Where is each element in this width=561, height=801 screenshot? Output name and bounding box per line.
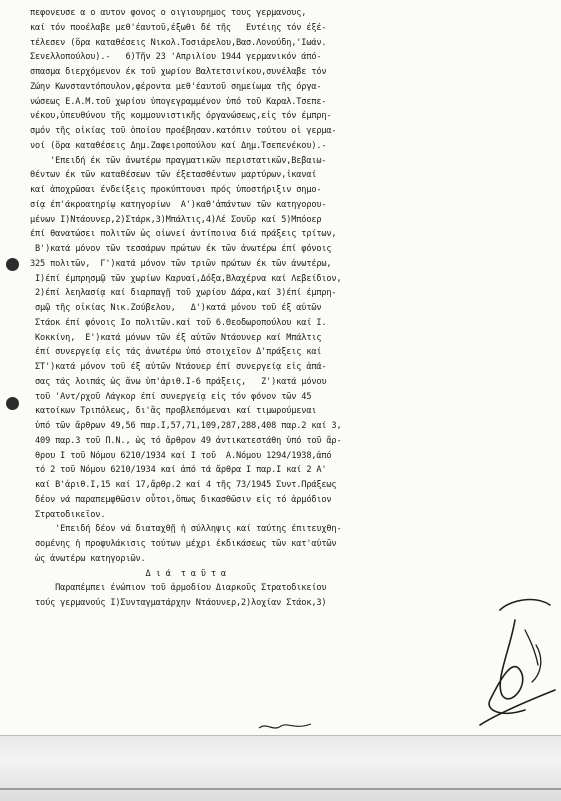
signature-icon [440, 590, 560, 730]
text-line: έπί συνεργείᾳ εἰς τάς ἀνωτέρω ὑπό στοιχεῖον Δ'πράξεις καί [30, 347, 322, 358]
text-line: Σενελλοπούλου).- 6)Τῆν 23 'Απριλίου 1944 γερμανικόν άπό- [30, 52, 322, 63]
text-line: σμῷ τῆς οἰκίας Νικ.Ζούβελου, Δ')κατά μόνου τοῦ έξ αὐτῶν [30, 303, 322, 313]
text-line: κατοίκων Τριπόλεως, δι'ἃς προβλεπόμεναι καί τιμωρούμεναι [30, 406, 317, 417]
text-line: ὡς ἀνωτέρω κατηγοριῶν. [30, 553, 146, 564]
text-line: σίᾳ έπ'άκροατηρίῳ κατηγορίων Α')καθ'ἁπάντων τῶν κατηγορου- [30, 199, 327, 210]
text-line: τούς γερμανούς Ι)Συνταγματάρχην Ντάουνερ,2)λοχίαν Στάοκ,3) [30, 598, 327, 608]
text-line: Στάοκ έπί φόνοις Ιο πολιτῶν.καί τοῦ 6.Θεοδωροπούλου καί Ι. [30, 317, 327, 328]
text-line: 'Επειδή δέον νά διαταχθῇ ἡ σύλληψις καί ταύτης έπιτευχθη- [30, 524, 342, 535]
handwritten-mark-icon [255, 718, 315, 734]
text-line: Παραπέμπει ένώπιον τοῦ ἁρμοδίου Διαρκοῦς Στρατοδικείου [30, 583, 327, 594]
punch-hole-icon [6, 258, 19, 271]
punch-hole-icon [6, 397, 19, 410]
text-line: 325 πολιτῶν, Γ')κατά μόνον τῶν τριῶν πρώτων έκ τῶν ἀνωτέρω, [30, 258, 332, 269]
text-line: μένων Ι)Ντάουνερ,2)Στάρκ,3)Μπάλτις,4)Λέ Σουῦρ καί 5)Μπόοερ [30, 214, 322, 225]
text-line: καί Β'ἀριθ.Ι,15 καί 17,ἄρθρ.2 καί 4 τῆς 73/1945 Συντ.Πράξεως [30, 480, 337, 490]
text-line: τοῦ 'Αντ/ρχοῦ Λάγκορ έπί συνεργείᾳ εἰς τόν φόνον τῶν 45 [30, 391, 312, 402]
text-line: δέον νά παραπεμφθῶσιν οὗτοι,ὅπως δικασθῶσιν εἰς τό ἁρμόδιον [30, 494, 332, 505]
text-line: τό 2 τοῦ Νόμου 6210/1934 καί ἀπό τά ἄρθρα Ι παρ.Ι καί 2 Α' [30, 465, 327, 476]
text-line: σας τάς λοιπάς ὡς ἄνω ὑπ'ἀριθ.Ι-6 πράξεις, Ζ')κατά μόνου [30, 376, 327, 387]
text-line: ὑπό τῶν ἄρθρων 49,56 παρ.Ι,57,71,109,287,288,408 παρ.2 καί 3, [30, 421, 342, 431]
text-line: πεφονευσε α ο αυτον φονος ο οιγιουρημος τους γερμανους, [30, 8, 307, 18]
text-line: έπί θανατώσει πολιτῶν ὡς οἰωνεί ἀντίποινα διά πράξεις τρίτων, [30, 229, 337, 240]
text-line: σμόν τῆς οἰκίας τοῦ ὁποίου προέβησαν.κατόπιν τούτου οἱ γερμα- [30, 126, 337, 136]
text-line: θέντων έκ τῶν καταθέσεων τῶν έξετασθέντων μαρτύρων,ἱκαναί [30, 170, 317, 181]
text-line: Ι)έπί έμπρησμῷ τῶν χωρίων Καρυαί,Δόξα,Βλαχέρνα καί Λεβείδιον, [30, 273, 342, 284]
text-line: Κοκκίνη, Ε')κατά μόνων τῶν έξ αὐτῶν Ντάουνερ καί Μπάλτις [30, 332, 322, 343]
text-line: ΣΤ')κατά μόνον τοῦ έξ αὐτῶν Ντάουερ έπί συνεργείᾳ εἰς ἁπά- [30, 362, 327, 372]
text-line: Στρατοδικεῖον. [30, 509, 106, 520]
text-line: 'Επειδή έκ τῶν ἀνωτέρω πραγματικῶν περιστατικῶν,Βεβαιω- [30, 155, 327, 166]
text-line: νέκου,ὑπευθύνου τῆς κομμουνιστικῆς όργανώσεως,εἰς τόν έμπρη- [30, 111, 332, 122]
text-line: καί τόν ποοέλαβε μεθ'έαυτοῦ,έξωθι δέ τῆς Ευτέιης τόν έξέ- [30, 22, 327, 33]
text-line: Ζώην Κωνσταντόπουλον,φέροντα μεθ'έαυτοῦ σημείωμα τῆς όργα- [30, 81, 322, 92]
text-line: 409 παρ.3 τοῦ Π.Ν., ὡς τό ἄρθρον 49 ἀντικατεστάθη ὑπό τοῦ ἄρ- [30, 435, 342, 446]
text-line: σπασμα διερχόμενον έκ τοῦ χωρίου Βαλτετσινίκου,συνέλαβε τόν [30, 67, 327, 77]
divider [0, 788, 561, 790]
text-line: 2)έπί λεηλασίᾳ καί διαρπαγῇ τοῦ χωρίου Δάρα,καί 3)έπί έμπρη- [30, 288, 337, 299]
text-line: νώσεως Ε.Α.Μ.τοῦ χωρίου ὑπογεγραμμένον ὑπό τοῦ Καραλ.Τσεπε- [30, 96, 327, 107]
document-body [30, 6, 535, 611]
text-line: θρου Ι τοῦ Νόμου 6210/1934 καί Ι τοῦ Α.Νόμου 1294/1938,ἀπό [30, 450, 332, 461]
text-line: νοί (ὅρα καταθέσεις Δημ.Ζαφειροπούλου καί Δημ.Τσεπενέκου).- [30, 140, 327, 151]
text-line: τέλεσεν (ὅρα καταθέσεις Νικολ.Τοσιάρελου,Βασ.Λονούδη,'Ιωάν. [30, 37, 327, 48]
text-line: καί ἀποχρῶσαι ένδείξεις προκύπτουσι πρός ὑποστήριξιν σημο- [30, 185, 322, 195]
text-line: σομένης ἡ προφυλάκισις τούτων μέχρι έκδικάσεως τῶν κατ'αὐτῶν [30, 539, 337, 549]
page-bottom-edge [0, 735, 561, 801]
text-line: Β')κατά μόνον τῶν τεσσάρων πρώτων έκ τῶν ἀνωτέρω έπί φόνοις [30, 244, 332, 254]
text-line: Δ ι ά τ α ῦ τ α [30, 568, 226, 579]
